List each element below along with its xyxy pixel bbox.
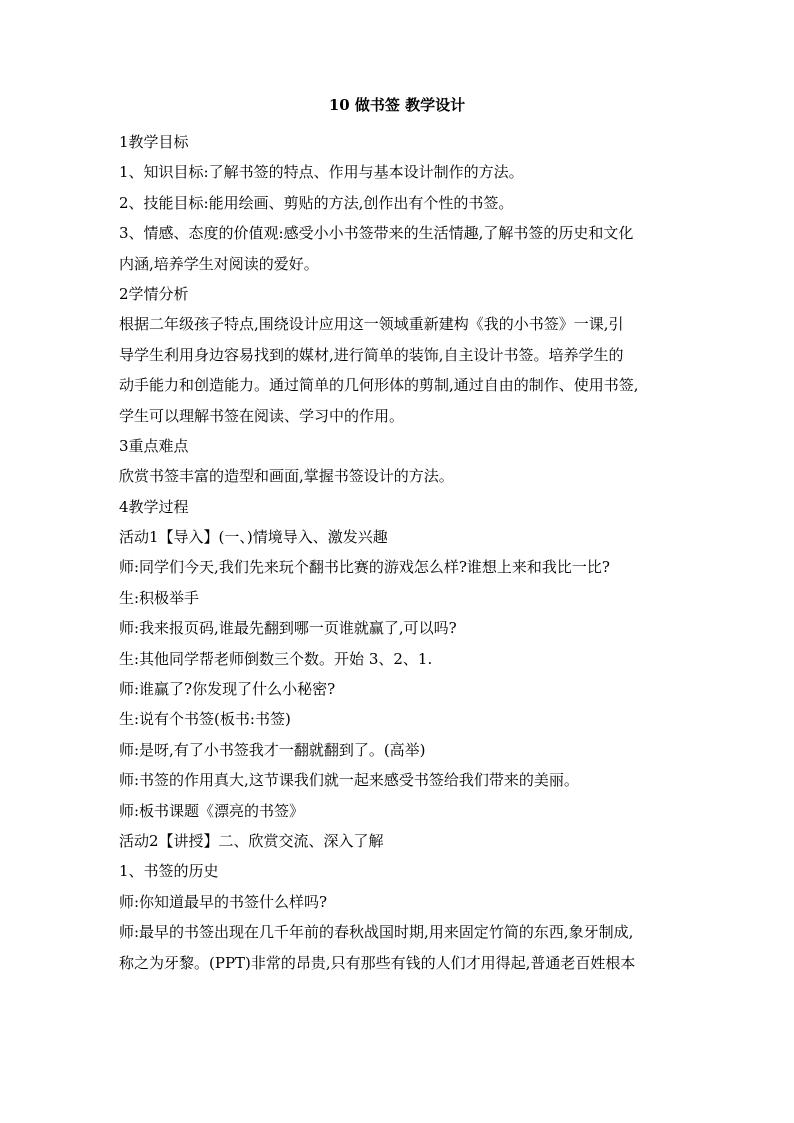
text-line: 活动1【导入】(一、)情境导入、激发兴趣 xyxy=(119,528,388,547)
text-line: 1、书签的历史 xyxy=(119,862,219,881)
text-line: 生:积极举手 xyxy=(119,588,200,607)
text-line: 师:你知道最早的书签什么样吗? xyxy=(119,892,328,911)
text-line: 根据二年级孩子特点,围绕设计应用这一领域重新建构《我的小书签》一课,引 xyxy=(119,315,624,334)
text-line: 师:书签的作用真大,这节课我们就一起来感受书签给我们带来的美丽。 xyxy=(119,771,579,790)
text-line: 4教学过程 xyxy=(119,497,189,516)
text-line: 1教学目标 xyxy=(119,133,189,151)
text-line: 导学生利用身边容易找到的媒材,进行简单的装饰,自主设计书签。培养学生的 xyxy=(119,345,624,364)
text-line: 生:其他同学帮老师倒数三个数。开始 3、2、1. xyxy=(119,649,433,668)
text-line: 师:同学们今天,我们先来玩个翻书比赛的游戏怎么样?谁想上来和我比一比? xyxy=(119,558,610,577)
text-line: 师:我来报页码,谁最先翻到哪一页谁就赢了,可以吗? xyxy=(119,619,457,638)
text-line: 师:谁赢了?你发现了什么小秘密? xyxy=(119,680,336,699)
text-line: 活动2【讲授】二、欣赏交流、深入了解 xyxy=(119,831,384,850)
text-line: 称之为牙黎。(PPT)非常的昂贵,只有那些有钱的人们才用得起,普通老百姓根本 xyxy=(119,953,636,972)
text-line: 师:最早的书签出现在几千年前的春秋战国时期,用来固定竹简的东西,象牙制成, xyxy=(119,923,634,942)
text-line: 2学情分析 xyxy=(119,284,189,303)
document-title: 10 做书签 教学设计 xyxy=(328,96,466,114)
text-line: 2、技能目标:能用绘画、剪贴的方法,创作出有个性的书签。 xyxy=(119,193,514,212)
text-line: 欣赏书签丰富的造型和画面,掌握书签设计的方法。 xyxy=(119,467,454,486)
text-line: 师:是呀,有了小书签我才一翻就翻到了。(高举) xyxy=(119,740,426,759)
text-line: 1、知识目标:了解书签的特点、作用与基本设计制作的方法。 xyxy=(119,163,524,182)
text-line: 动手能力和创造能力。通过简单的几何形体的剪制,通过自由的制作、使用书签, xyxy=(119,376,639,395)
text-line: 内涵,培养学生对阅读的爱好。 xyxy=(119,254,319,273)
text-line: 学生可以理解书签在阅读、学习中的作用。 xyxy=(119,406,405,425)
text-line: 生:说有个书签(板书:书签) xyxy=(119,710,291,729)
text-line: 师:板书课题《漂亮的书签》 xyxy=(119,801,305,820)
document-body xyxy=(119,127,679,978)
text-line: 3、情感、态度的价值观:感受小小书签带来的生活情趣,了解书签的历史和文化 xyxy=(119,224,634,243)
text-line: 3重点难点 xyxy=(119,436,189,455)
